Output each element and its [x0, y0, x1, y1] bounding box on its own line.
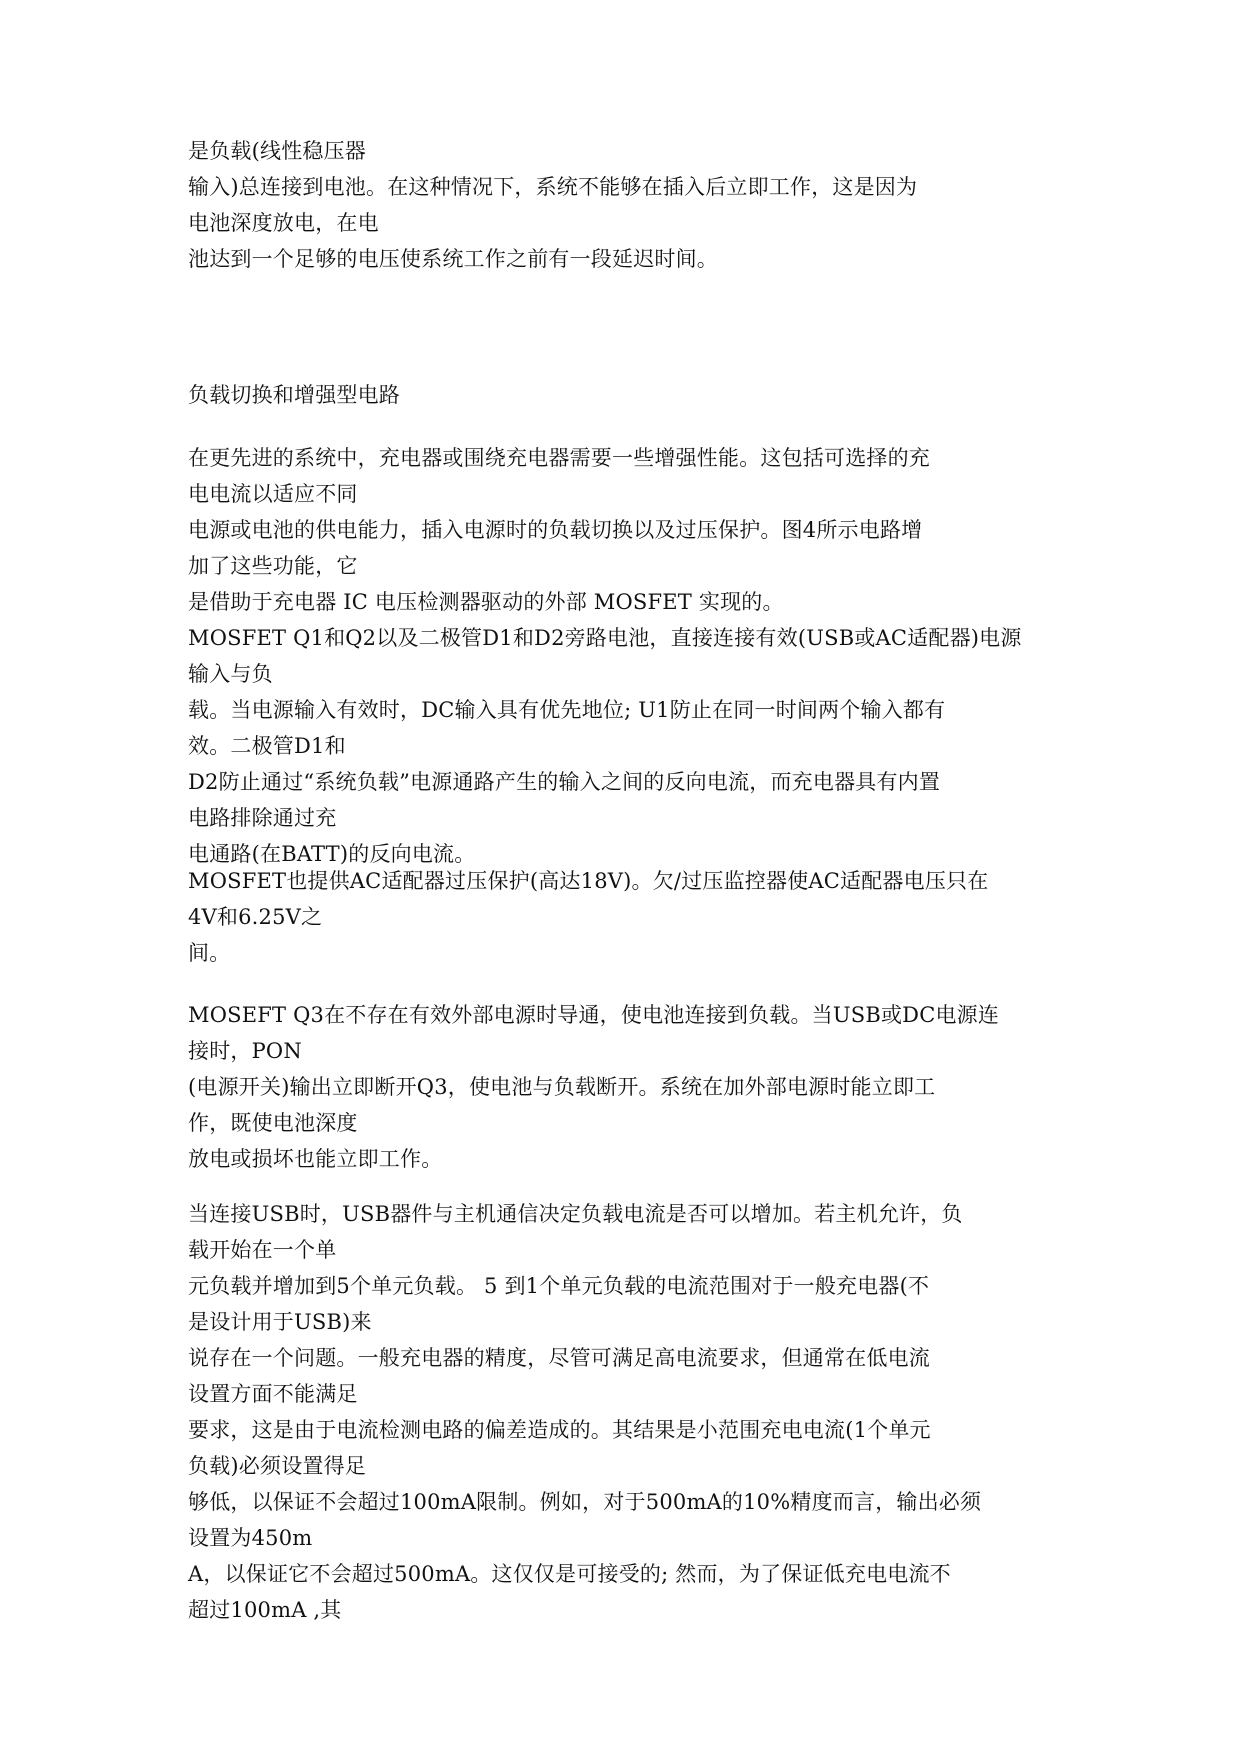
heading-text: 负载切换和增强型电路: [188, 383, 400, 407]
paragraph-3: [188, 863, 988, 971]
paragraph-1: [188, 133, 917, 277]
text-line: 是负载(线性稳压器: [188, 139, 366, 163]
section-heading: [188, 377, 400, 413]
text-line: 电源或电池的供电能力，插入电源时的负载切换以及过压保护。图4所示电路增: [188, 518, 923, 542]
text-line: 作，既使电池深度: [188, 1111, 358, 1135]
text-line: 是设计用于USB)来: [188, 1310, 372, 1334]
text-line: 超过100mA ,其: [188, 1598, 342, 1622]
paragraph-5: [188, 1196, 981, 1628]
text-line: 元负载并增加到5个单元负载。 5 到1个单元负载的电流范围对于一般充电器(不: [188, 1274, 930, 1298]
text-line: 电路排除通过充: [188, 806, 337, 830]
text-line: 输入与负: [188, 662, 273, 686]
text-line: 效。二极管D1和: [188, 734, 346, 758]
text-line: 电通路(在BATT)的反向电流。: [188, 842, 476, 866]
text-line: 加了这些功能，它: [188, 554, 358, 578]
text-line: 是借助于充电器 IC 电压检测器驱动的外部 MOSFET 实现的。: [188, 590, 784, 614]
text-line: 接时，PON: [188, 1039, 302, 1063]
text-line: 当连接USB时，USB器件与主机通信决定负载电流是否可以增加。若主机允许，负: [188, 1202, 963, 1226]
text-line: 放电或损坏也能立即工作。: [188, 1147, 443, 1171]
text-line: MOSEFT Q3在不存在有效外部电源时导通，使电池连接到负载。当USB或DC电源连: [188, 1003, 1000, 1027]
text-line: 在更先进的系统中，充电器或围绕充电器需要一些增强性能。这包括可选择的充: [188, 446, 930, 470]
text-line: A，以保证它不会超过500mA。这仅仅是可接受的; 然而，为了保证低充电电流不: [188, 1562, 951, 1586]
text-line: (电源开关)输出立即断开Q3，使电池与负载断开。系统在加外部电源时能立即工: [188, 1075, 936, 1099]
text-line: 间。: [188, 941, 231, 965]
text-line: 载。当电源输入有效时，DC输入具有优先地位; U1防止在同一时间两个输入都有: [188, 698, 946, 722]
text-line: 够低，以保证不会超过100mA限制。例如，对于500mA的10%精度而言，输出必须: [188, 1490, 982, 1514]
text-line: 池达到一个足够的电压使系统工作之前有一段延迟时间。: [188, 247, 718, 271]
text-line: 要求，这是由于电流检测电路的偏差造成的。其结果是小范围充电电流(1个单元: [188, 1418, 931, 1442]
paragraph-2: [188, 440, 1022, 872]
text-line: 设置方面不能满足: [188, 1382, 358, 1406]
text-line: 说存在一个问题。一般充电器的精度，尽管可满足高电流要求，但通常在低电流: [188, 1346, 930, 1370]
text-line: 负载)必须设置得足: [188, 1454, 366, 1478]
text-line: 4V和6.25V之: [188, 905, 323, 929]
text-line: MOSFET也提供AC适配器过压保护(高达18V)。欠/过压监控器使AC适配器电压只在: [188, 869, 989, 893]
text-line: 电电流以适应不同: [188, 482, 358, 506]
text-line: MOSFET Q1和Q2以及二极管D1和D2旁路电池，直接连接有效(USB或AC适配器)电源: [188, 626, 1022, 650]
text-line: 电池深度放电，在电: [188, 211, 379, 235]
text-line: 载开始在一个单: [188, 1238, 337, 1262]
text-line: D2防止通过“系统负载”电源通路产生的输入之间的反向电流，而充电器具有内置: [188, 770, 941, 794]
text-line: 输入)总连接到电池。在这种情况下，系统不能够在插入后立即工作，这是因为: [188, 175, 918, 199]
paragraph-4: [188, 997, 999, 1177]
text-line: 设置为450m: [188, 1526, 313, 1550]
